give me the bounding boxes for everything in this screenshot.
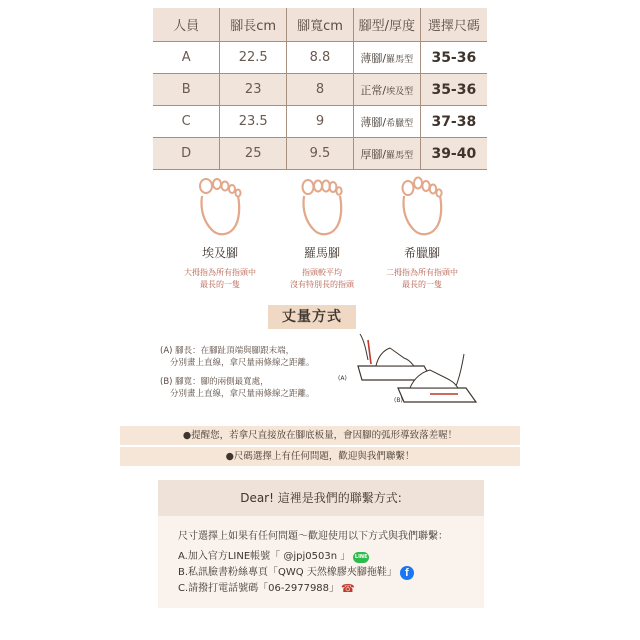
width-cell: 8 — [287, 74, 354, 106]
contact-phone-text[interactable]: C.請撥打電話號碼「06-2977988」 — [178, 583, 340, 594]
greek-foot-icon — [398, 176, 446, 238]
foot-type-name: 羅馬腳 — [303, 246, 340, 260]
table-row — [153, 138, 487, 170]
type-cell — [353, 106, 420, 138]
foot-type-name: 希臘腳 — [403, 246, 440, 260]
roman-foot-icon — [298, 176, 346, 238]
foot-outline-b — [410, 370, 458, 388]
type-main: 正常/ — [360, 83, 387, 97]
contact-phone-item[interactable] — [178, 581, 484, 597]
measure-illustration — [338, 330, 488, 404]
width-cell: 9.5 — [287, 138, 354, 170]
header-type: 腳型/厚度 — [353, 8, 420, 42]
type-shape: 羅馬型 — [386, 150, 414, 161]
illustration-label-b: (B) — [394, 397, 403, 404]
measure-width-line: 分別畫上直線，拿尺量兩條線之距離。 — [170, 389, 315, 399]
measure-length-line: (A) 腳長：在腳趾頂端與腳跟末端， — [160, 346, 295, 356]
header-length: 腳長cm — [220, 8, 287, 42]
contact-body — [158, 516, 484, 608]
width-cell: 9 — [287, 106, 354, 138]
person-cell: B — [153, 74, 220, 106]
length-cell: 23 — [220, 74, 287, 106]
contact-line-item[interactable] — [178, 549, 484, 565]
illustration-label-a: (A) — [338, 375, 347, 382]
contact-intro: 尺寸選擇上如果有任何問題～歡迎使用以下方式與我們聯繫： — [178, 531, 448, 542]
foot-type-desc — [362, 267, 482, 291]
contact-line-text[interactable]: A.加入官方LINE帳號「 @jpj0503n 」 — [178, 551, 351, 562]
notice-contact-tip: ●尺碼選擇上有任何問題，歡迎與我們聯繫！ — [120, 447, 520, 466]
measure-length-line: 分別畫上直線，拿尺量兩條線之距離。 — [170, 358, 315, 368]
measure-title: 丈量方式 — [268, 305, 356, 329]
size-table-header — [153, 8, 487, 42]
width-cell: 8.8 — [287, 42, 354, 74]
contact-facebook-text[interactable]: B.私訊臉書粉絲專頁「QWQ 天然橡膠夾腳拖鞋」 — [178, 567, 397, 578]
length-cell: 25 — [220, 138, 287, 170]
size-cell: 37-38 — [420, 106, 487, 138]
type-cell — [353, 138, 420, 170]
size-cell: 35-36 — [420, 42, 487, 74]
type-main: 薄腳/ — [360, 51, 387, 65]
foot-outline-a — [376, 348, 414, 366]
type-shape: 希臘型 — [386, 118, 414, 129]
type-main: 薄腳/ — [360, 115, 387, 129]
foot-type-desc-line: 指頭較平均 — [302, 268, 342, 277]
contact-header: Dear! 這裡是我們的聯繫方式: — [158, 480, 484, 516]
measure-length-text — [160, 345, 315, 369]
size-table — [153, 8, 487, 170]
type-main: 厚腳/ — [360, 147, 387, 161]
contact-facebook-item[interactable] — [178, 565, 484, 581]
foot-type-desc-line: 二拇指為所有指頭中 — [386, 268, 458, 277]
header-width: 腳寬cm — [287, 8, 354, 42]
person-cell: D — [153, 138, 220, 170]
egyptian-foot-icon — [196, 176, 244, 238]
person-cell: C — [153, 106, 220, 138]
length-cell: 23.5 — [220, 106, 287, 138]
table-row — [153, 74, 487, 106]
phone-icon: ☎ — [341, 582, 355, 595]
foot-type-desc-line: 沒有特別長的指頭 — [290, 280, 354, 289]
measure-width-line: (B) 腳寬：腳的兩側最寬處， — [160, 377, 269, 387]
person-cell: A — [153, 42, 220, 74]
notice-measure-tip: ●提醒您，若拿尺直接放在腳底板量，會因腳的弧形導致落差喔！ — [120, 426, 520, 445]
facebook-icon: f — [400, 566, 414, 580]
type-cell — [353, 74, 420, 106]
line-app-icon: LINE — [353, 552, 369, 563]
size-cell: 39-40 — [420, 138, 487, 170]
pen-a-icon — [368, 340, 371, 364]
table-row — [153, 106, 487, 138]
length-cell: 22.5 — [220, 42, 287, 74]
type-shape: 埃及型 — [386, 86, 414, 97]
header-person: 人員 — [153, 8, 220, 42]
hand-outline-a — [360, 334, 368, 360]
type-cell — [353, 42, 420, 74]
type-shape: 羅馬型 — [386, 54, 414, 65]
foot-type-name: 埃及腳 — [201, 246, 238, 260]
size-cell: 35-36 — [420, 74, 487, 106]
foot-type-desc-line: 最長的一隻 — [402, 280, 442, 289]
table-row — [153, 42, 487, 74]
foot-type-desc-line: 大拇指為所有指頭中 — [184, 268, 256, 277]
measure-width-text — [160, 376, 315, 400]
hand-outline-b — [456, 354, 464, 386]
foot-type-desc-line: 最長的一隻 — [200, 280, 240, 289]
header-size: 選擇尺碼 — [420, 8, 487, 42]
foot-type-greek — [362, 176, 482, 291]
paper-sheet-b — [398, 388, 476, 402]
